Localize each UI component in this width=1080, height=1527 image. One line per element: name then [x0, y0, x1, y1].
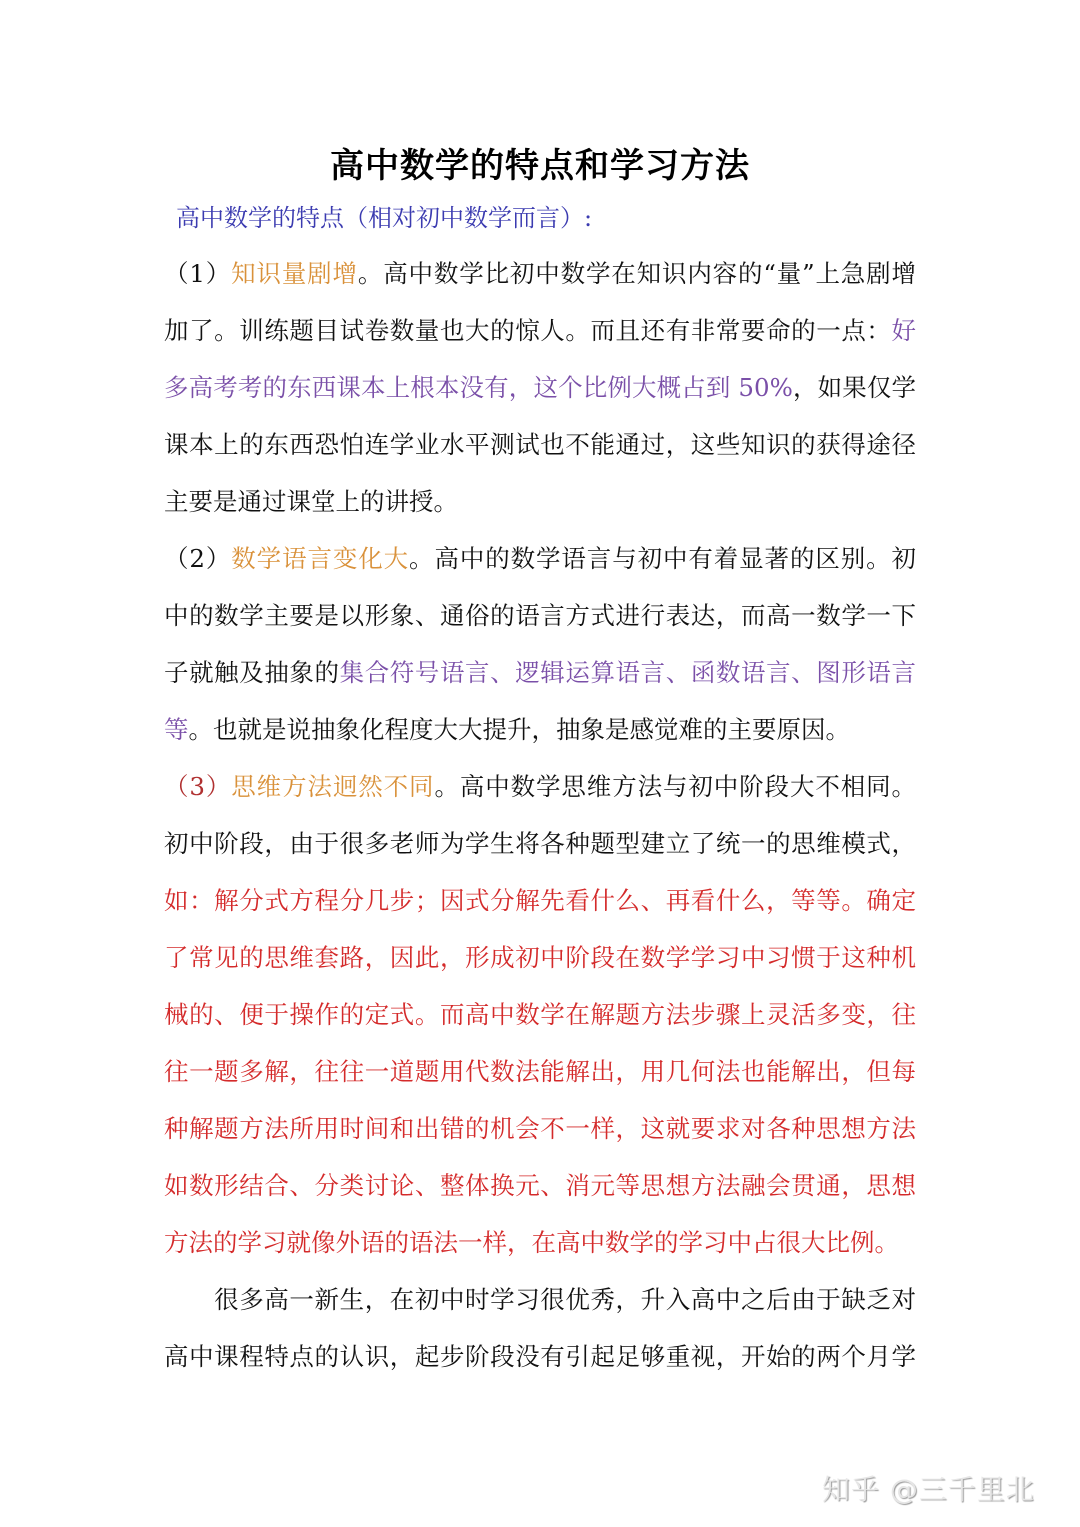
text-segment: 。也就是说抽象化程度大大提升，抽象是感觉难的主要原因。	[188, 715, 850, 744]
text-segment: 。高中的数学语言与初中有着显著的区别。初	[409, 544, 917, 573]
text-segment: （2）	[164, 544, 232, 573]
text-segment: 如：解分式方程分几步；因式分解先看什么、再看什么，等等。确定	[164, 886, 916, 915]
text-segment: 数学语言变化大	[231, 544, 410, 573]
text-segment: （3）	[164, 772, 232, 801]
text-segment: 多高考考的东西课本上根本没有，这个比例大概占到 50%	[164, 373, 793, 402]
text-line	[164, 881, 916, 921]
text-segment: ，如果仅学	[792, 373, 916, 402]
text-line	[164, 824, 916, 864]
text-segment: 很多高一新生，在初中时学习很优秀，升入高中之后由于缺乏对	[164, 1285, 916, 1314]
text-segment: 加了。训练题目试卷数量也大的惊人。而且还有非常要命的一点：	[164, 316, 892, 345]
text-segment: 好	[891, 316, 916, 345]
text-segment: 械的、便于操作的定式。而高中数学在解题方法步骤上灵活多变，往	[164, 1000, 916, 1029]
text-line	[164, 311, 916, 351]
text-segment: 如数形结合、分类讨论、整体换元、消元等思想方法融会贯通，思想	[164, 1171, 916, 1200]
text-segment: 往一题多解，往往一道题用代数法能解出，用几何法也能解出，但每	[164, 1057, 916, 1086]
text-segment: 初中阶段，由于很多老师为学生将各种题型建立了统一的思维模式，	[164, 829, 916, 858]
text-segment: 思维方法迥然不同	[231, 772, 435, 801]
text-line	[164, 710, 916, 750]
text-segment: 了常见的思维套路，因此，形成初中阶段在数学学习中习惯于这种机	[164, 943, 916, 972]
text-segment: （1）	[164, 259, 232, 288]
text-segment: 方法的学习就像外语的语法一样，在高中数学的学习中占很大比例。	[164, 1228, 899, 1257]
text-line	[164, 767, 916, 807]
text-segment: 。高中数学比初中数学在知识内容的“量”上急剧增	[357, 259, 916, 288]
text-line	[164, 995, 916, 1035]
text-segment: 主要是通过课堂上的讲授。	[164, 487, 458, 516]
text-line	[164, 1337, 916, 1377]
text-line	[164, 1166, 916, 1206]
text-segment: 子就触及抽象的	[164, 658, 340, 687]
text-line	[164, 482, 916, 522]
text-line	[164, 596, 916, 636]
text-line	[164, 1280, 916, 1320]
text-segment: 高中课程特点的认识，起步阶段没有引起足够重视，开始的两个月学	[164, 1342, 916, 1371]
watermark: 知乎 @三千里北	[822, 1473, 1035, 1506]
document-title: 高中数学的特点和学习方法	[330, 146, 750, 186]
text-segment: 等	[164, 715, 189, 744]
text-segment: 课本上的东西恐怕连学业水平测试也不能通过，这些知识的获得途径	[164, 430, 916, 459]
text-segment: 种解题方法所用时间和出错的机会不一样，这就要求对各种思想方法	[164, 1114, 916, 1143]
text-line	[164, 938, 916, 978]
text-line	[164, 1109, 916, 1149]
text-segment: 。高中数学思维方法与初中阶段大不相同。	[434, 772, 917, 801]
text-line	[164, 425, 916, 465]
text-line	[164, 1223, 916, 1263]
text-segment: 集合符号语言、逻辑运算语言、函数语言、图形语言	[339, 658, 917, 687]
text-line	[164, 539, 916, 579]
text-line	[164, 254, 916, 294]
section-subtitle: 高中数学的特点（相对初中数学而言）:	[176, 204, 593, 232]
text-line	[164, 368, 916, 408]
text-segment: 知识量剧增	[231, 259, 358, 288]
text-line	[164, 653, 916, 693]
text-line	[164, 1052, 916, 1092]
text-segment: 中的数学主要是以形象、通俗的语言方式进行表达，而高一数学一下	[164, 601, 916, 630]
